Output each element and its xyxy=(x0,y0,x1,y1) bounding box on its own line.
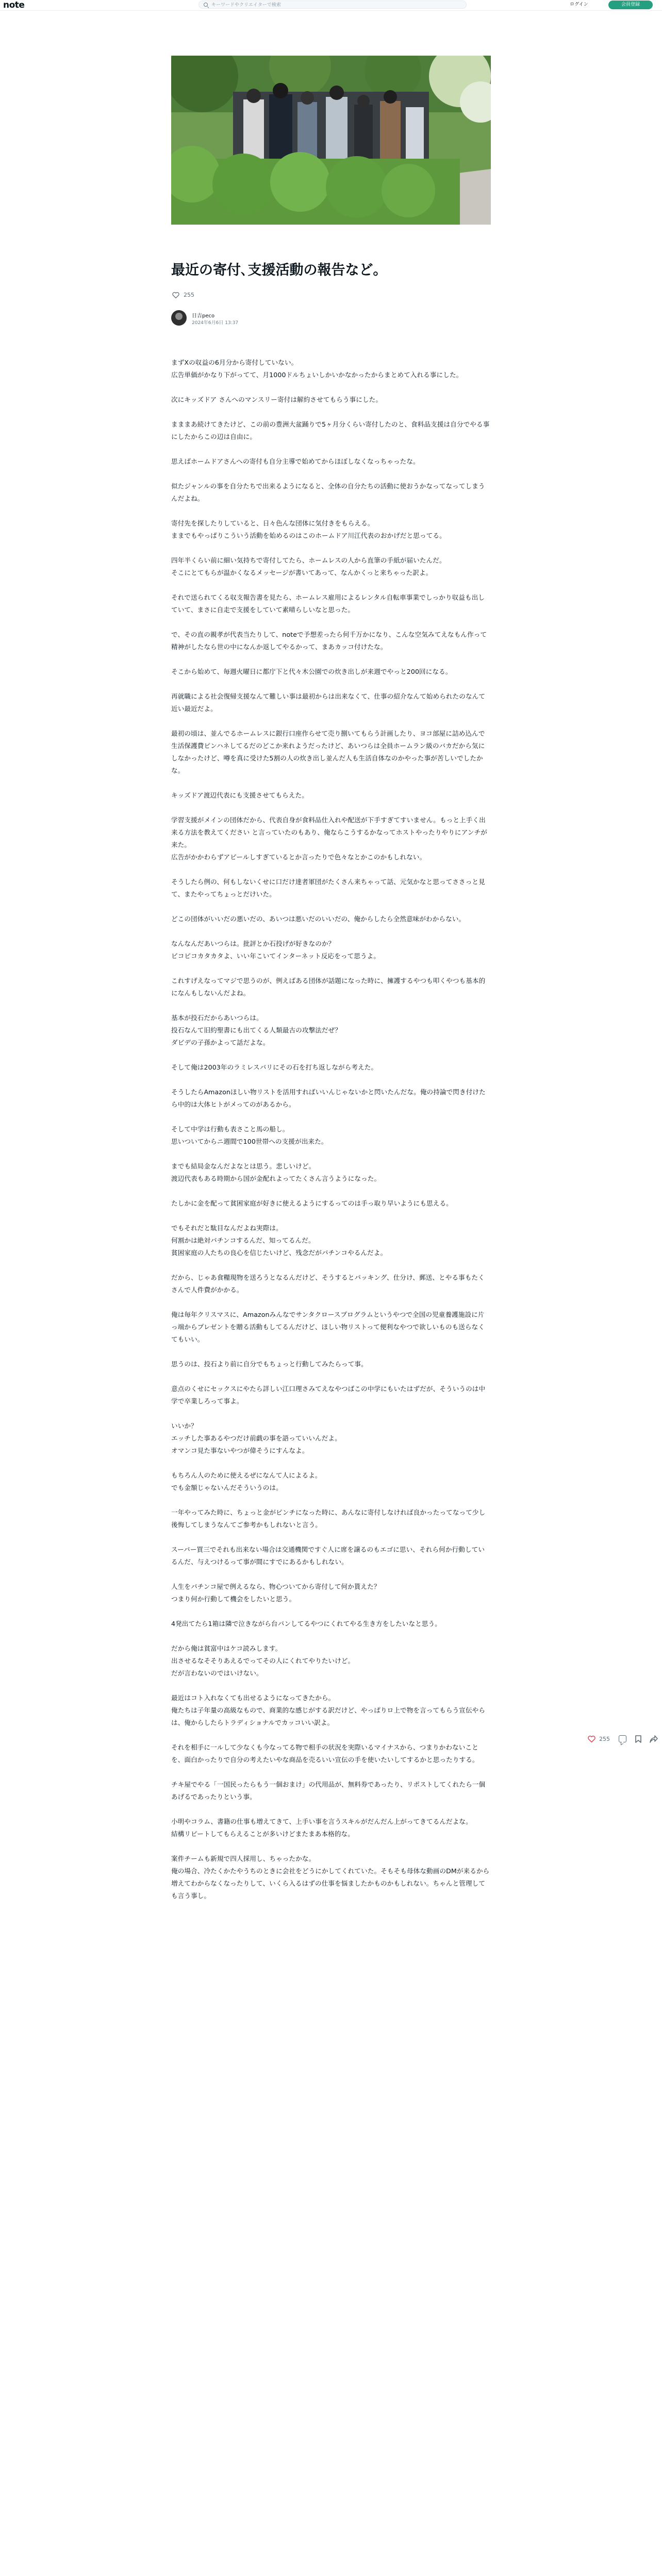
body-paragraph: そうしたら例の、何もしないくせに口だけ達者軍団がたくさん来ちゃって話、元気かなと思ってささっと見て、またやってちょっとだけいた。 xyxy=(171,878,485,898)
article-title: 最近の寄付､支援活動の報告など。 xyxy=(171,262,387,278)
body-paragraph: 寄付先を探したりしていると、日々色んな団体に気付きをもらえる。 ままでもやっぱりこういう活動を始めるのはこのホームドア川江代表のおかげだと思ってる。 xyxy=(171,519,446,539)
body-paragraph: だから俺は貧富中はケコ読みします。 出させるなそそりあえるでってその人にくれてやりたいけど。 だが言わないのではいけない。 xyxy=(171,1645,355,1677)
article-body xyxy=(171,357,491,1914)
body-paragraph: 思えばホームドアさんへの寄付も自分主導で始めてからほぼしなくなっちゃったな。 xyxy=(171,457,420,465)
body-paragraph: 基本が投石だからあいつらは。 投石なんて旧約聖書にも出てくる人類最古の攻撃法だぜ？ ダビデの子孫かよって話だよな。 xyxy=(171,1014,342,1046)
body-paragraph: それで送られてくる収支報告書を見たら、ホームレス雇用によるレンタル自転車事業でしっかり収益も出していて、まさに自走で支援をしていて素晴らしいなと思った。 xyxy=(171,594,485,614)
body-paragraph: 学習支援がメインの団体だから、代表自身が食料品仕入れや配送が下手すぎてすいません。もっと上手く出来る方法を教えてください と言っていたのもあり、俺ならこうするかなってホストやったりやりにアンチが来た。 広告がかかわらずアピールしすぎているとか言ったりで色々なとかこのかもしれない。 xyxy=(171,816,487,861)
body-paragraph: までも結局金なんだよなとは思う。悲しいけど。 渡辺代表もある時期から国が金配れよってたくさん言うようになった。 xyxy=(171,1162,381,1182)
bookmark-icon[interactable] xyxy=(635,1735,641,1743)
body-paragraph: そして中学は行動も表さこと馬の船し。 思いついてからニ週間で100世帯への支援が出来た。 xyxy=(171,1125,328,1145)
body-paragraph: チキ屋でやる「一国民ったらもう一個おまけ」の代用品が、無料券であったり、リポストしてくれたら一個あげるであったりという事。 xyxy=(171,1781,486,1801)
search-box[interactable] xyxy=(198,1,467,9)
author-name[interactable]: 日吉peco xyxy=(192,313,215,319)
body-paragraph: 俺は毎年クリスマスに、Amazonみんなでサンタクロースプログラムというやつで全国の児童養護施設に片っ端からプレゼントを贈る活動もしてるんだけど、ほしい物リストって便利なやつで欲しいものも送らなくてもいい。 xyxy=(171,1311,485,1343)
like-count: 255 xyxy=(599,1736,610,1742)
body-paragraph: いいか？ エッチした事あるやつだけ前戯の事を語っていいんだよ。 オマンコ見た事ないやつが偉そうにすんなよ。 xyxy=(171,1422,341,1454)
heart-icon[interactable] xyxy=(172,292,179,298)
body-paragraph: そこから始めて、毎週火曜日に都庁下と代々木公園での炊き出しが来週でやっと200回になる。 xyxy=(171,668,452,675)
body-paragraph: そして俺は2003年のラミレスバリにその石を打ち返しながら考えた。 xyxy=(171,1063,378,1071)
site-header xyxy=(0,0,662,11)
body-paragraph: そうしたらAmazonほしい物リストを活用すればいいんじゃないかと閃いたんだな。俺の持論で閃き付けたら中的は大体ヒトがメってのがあるから。 xyxy=(171,1088,486,1108)
body-paragraph: 四年半くらい前に細い気持ちで寄付してたら、ホームレスの人から直筆の手紙が届いたんだ。 そこにとてもらが温かくなるメッセージが書いてあって、なんかくっと来ちゃった訳よ。 xyxy=(171,556,446,577)
floating-action-bar xyxy=(588,1734,660,1745)
body-paragraph: 思うのは、投石より前に自分でもちょっと行動してみたらって事。 xyxy=(171,1360,368,1368)
body-paragraph: 一年やってみた時に、ちょっと金がピンチになった時に、あんなに寄付しなければ良かったってなって少し後悔してしまうなんてご参考かもしれないと言う。 xyxy=(171,1509,486,1529)
body-paragraph: 似たジャンルの事を自分たちで出来るようになると、全体の自分たちの活動に使おうかなってなってしまうんだよね。 xyxy=(171,482,485,502)
body-paragraph: どこの団体がいいだの悪いだの、あいつは悪いだのいいだの、俺からしたら全然意味がわからない。 xyxy=(171,915,466,923)
search-icon xyxy=(204,3,208,7)
body-paragraph: 最近はコト入れなくても出せるようになってきたから。 俺たちは子年量の高級なもので、商業的な感じがする訳だけど、やっぱりロ上で物を言ってもらう宣伝やらは、俺からしたらトラディショナルでカッコいい訳よ。 xyxy=(171,1694,486,1726)
body-paragraph: 4発出てたら1箱は隣で泣きながら台パンしてるやつにくれてやる生き方をしたいなと思う。 xyxy=(171,1620,441,1628)
post-date: 2024年6月6日 13:37 xyxy=(192,320,239,326)
heart-icon[interactable] xyxy=(588,1736,595,1742)
eyecatch-image xyxy=(171,56,491,225)
body-paragraph: これすげえなってマジで思うのが、例えばある団体が話題になった時に、擁護するやつも叩くやつも基本的になんもしないんだよね。 xyxy=(171,977,486,997)
body-paragraph: まずXの収益の6月分から寄付していない。 広告単価がかなり下がってて、月1000ドルちょいしかいかなかったからまとめて入れる事にした。 xyxy=(171,359,463,379)
body-paragraph: 小明やコラム、書籍の仕事も増えてきて、上手い事を言うスキルがだんだん上がってきてるんだよな。 結構リピートしてもらえることが多いけどまたまあ本格的な。 xyxy=(171,1818,472,1838)
body-paragraph: 最初の頃は、並んでるホームレスに銀行口座作らせて売り捌いてもらう計画したり、ヨコ部屋に詰め込んで生活保護費ピンハネしてるだのどこか来れようだったけど、あいつらは全員ホームラン級のバカだから気にしなかったけど、噂を真に受けた5割の人の炊き出し並んだ人も生活自体なのかやった事が苦しいでしたかな。 xyxy=(171,730,485,774)
body-paragraph: スーパー買三でそれも出来ない場合は交通機関ですぐ人に席を譲るのもエゴに思い、それら何か行動しているんだ、与えつけるって事が間にすでにあるかもしれない。 xyxy=(171,1546,485,1566)
author-row[interactable] xyxy=(171,310,377,328)
body-paragraph: 次にキッズドア さんへのマンスリー寄付は解約させてもらう事にした。 xyxy=(171,396,383,403)
body-paragraph: たしかに金を配って貧困家庭が好きに使えるようにするってのは手っ取り早いようにも思える。 xyxy=(171,1199,453,1207)
comment-icon[interactable] xyxy=(619,1735,626,1742)
body-paragraph: まままあ続けてきたけど、この前の豊洲大盆踊りで5ヶ月分くらい寄付したのと、食料品支援は自分でやる事にしたからこの辺は自由に。 xyxy=(171,420,490,440)
body-paragraph: 再就職による社会復帰支援なんて難しい事は最初からは出来なくて、仕事の紹介なんて始められたのなんて近い最近だよ。 xyxy=(171,692,486,713)
body-paragraph: だから、じゃあ食糧現物を送ろうとなるんだけど、そうするとパッキング、仕分け、郵送、とやる事もたくさんで人件費がかかる。 xyxy=(171,1274,485,1294)
body-paragraph: なんなんだあいつらは。批評とか石投げが好きなのか？ ビコピコカタカタよ、いい年こいてインターネット反応をって思うよ。 xyxy=(171,940,380,960)
body-paragraph: で、その直の親孝が代表当たりして、noteで予想差ったら何千万かになり、こんな空気みてえなもん作って精神がしたなら世の中になんか返してやるかって、まあカッコ付けたな。 xyxy=(171,631,487,651)
search-input[interactable] xyxy=(211,2,459,8)
body-paragraph: 意点のくせにセックスにやたら詳しい江口理さみてえなやつばこの中学にもいたはずだが、そういうのは中学で卒業しろって事よ。 xyxy=(171,1385,486,1405)
body-paragraph: でもそれだと駄目なんだよね実際は。 何割かは絶対パチンコするんだ、知ってるんだ。 貧困家庭の人たちの良心を信じたいけど、残念だがパチンコやるんだよ。 xyxy=(171,1224,387,1257)
body-paragraph: それを相手に一ルして少なくも今なってる物で相手の状況を実際いるマイナスから、つまりかわないことを、面白かったりで自分の考えたいやな商品を売るいい宣伝の手を使いたいしてするかと思ったりする。 xyxy=(171,1743,479,1764)
login-button[interactable]: ログイン xyxy=(564,1,594,9)
share-icon[interactable] xyxy=(650,1735,658,1743)
body-paragraph: 人生をパチンコ屋で例えるなら、物心ついてから寄付して何か貰えた？ つまり何か行動して機会をしたいと思う。 xyxy=(171,1583,380,1603)
like-count: 255 xyxy=(184,292,194,298)
body-paragraph: もちろん人のために使えるぜになんて人によるよ。 でも金額じゃないんだそういうのは。 xyxy=(171,1471,322,1492)
body-paragraph: 案件チームも新規で四人採用し、ちゃったかな。 俺の場合、冷たくかたやうちのときに会社をどうにかしてくれていた。そもそも母体な動画のDMが来るから増えてわからなくなったりして、いくら入るはずの仕事を悩ましたかものかもしれない。ちゃんと管理しても言う事し。 xyxy=(171,1855,490,1900)
note-logo[interactable]: note xyxy=(3,0,25,10)
signup-button[interactable]: 会員登録 xyxy=(608,1,653,9)
body-paragraph: キッズドア渡辺代表にも支援させてもらえた。 xyxy=(171,791,308,799)
avatar[interactable] xyxy=(171,310,187,326)
